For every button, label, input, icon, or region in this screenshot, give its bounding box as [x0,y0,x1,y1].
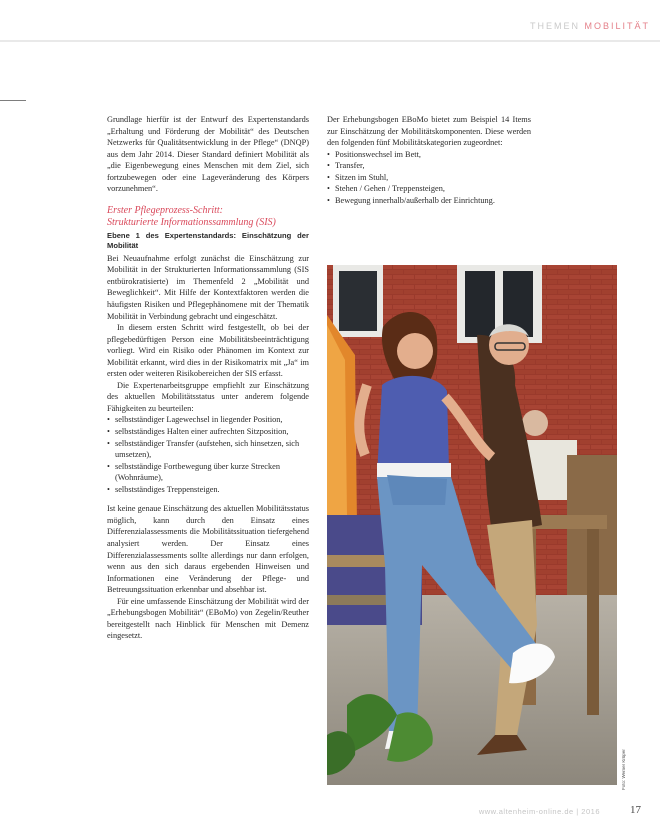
paragraph: Bei Neuaufnahme erfolgt zunächst die Einschätzung zur Mobilität in der Strukturierten Informationssammlung (SIS entbürokratisierte) im Themenfeld 2 „Mobilität und Beweglichkeit“. Mit Hilfe der Kontextfaktoren werden die häufigsten Risiken und Pflegephänomene mit der Thematik Mobilität in Verbindung gebracht und eingeschätzt. [107,253,309,321]
paragraph: Für eine umfassende Einschätzung der Mobilität wird der „Erhebungsbogen Mobilität“ (EBoMo) von Zegelin/Reuther bereitgestellt nach Hinblick für Menschen mit Demenz eingesetzt. [107,596,309,641]
sub-subheading: Ebene 1 des Expertenstandards: Einschätzung der Mobilität [107,230,309,250]
list-item: • Positionswechsel im Bett, [327,149,531,161]
footer-url: www.altenheim-online.de | 2016 [478,807,600,816]
section-title-accent: MOBILITÄT [584,21,650,31]
paragraph: In diesem ersten Schritt wird festgestellt, ob bei der pflegebedürftigen Person eine Mobilitätsbeeinträchtigung vorliegt. Wird ein Risiko oder Phänomen im Kontext zur Mobilität erkannt, wird dies in der Risikomatrix mit „Ja“ im ersten oder weiteren Risikobereichen der SIS erfasst. [107,323,309,379]
list-item: • Sitzen im Stuhl, [327,172,531,184]
category-list [327,149,531,207]
photo [327,265,617,785]
paragraph: Ist keine genaue Einschätzung des aktuellen Mobilitätsstatus möglich, kann durch den Einsatz eines Differenzialassessments die Mobilitätssituation tiefergehend analysiert werden. Der Einsatz eines Differenzialassessments sollte allerdings nur dann erfolgen, wenn aus den sich daraus ergebenden Hinweisen und Informationen eine Veränderung der Pflege- und Betreuungssituation erkennbar und absehbar ist. [107,504,309,595]
text-column-left [107,114,309,642]
margin-rule [0,100,26,101]
list-item: • selbstständiges Halten einer aufrechten Sitzposition, [107,426,309,438]
list-item: • selbstständige Fortbewegung über kurze Strecken (Wohnräume), [107,461,309,484]
subheading-line1: Erster Pflegeprozess-Schritt: [107,204,224,216]
subheading-line2: Strukturierte Informationssammlung (SIS) [107,216,276,228]
paragraph: Die Expertenarbeitsgruppe empfiehlt zur Einschätzung des aktuellen Mobilitätsstatus unter anderem folgende Fähigkeiten zu beurteilen: [107,380,309,413]
header-rule [0,40,660,42]
list-item: • selbstständiges Treppensteigen. [107,484,309,496]
intro-paragraph: Der Erhebungsbogen EBoMo bietet zum Beispiel 14 Items zur Einschätzung der Mobilitätskomponenten. Diese werden den folgenden fünf Mobilitätskategorien zugeordnet: [327,115,531,148]
photo-credit: Foto: Werner Krüper [621,749,626,790]
list-item: • Transfer, [327,160,531,172]
list-item: • Bewegung innerhalb/außerhalb der Einrichtung. [327,195,531,207]
photo-illustration [327,265,617,785]
list-item: • selbstständiger Transfer (aufstehen, sich hinsetzen, sich umsetzen), [107,438,309,461]
list-item: • selbstständiger Lagewechsel in liegender Position, [107,414,309,426]
ability-list [107,414,309,495]
intro-paragraph: Grundlage hierfür ist der Entwurf des Expertenstandards „Erhaltung und Förderung der Mobilität“ des Deutschen Netzwerks für Qualitätsentwicklung in der Pflege“ (DNQP) aus dem Jahr 2014. Dieser Standard definiert Mobilität als „die Eigenbewegung eines Menschen mit dem Ziel, sich fortzubewegen oder eine Lageveränderung des Körpers vorzunehmen“. [107,115,309,194]
page-number: 17 [630,804,641,816]
section-title-prefix: THEMEN [529,21,580,31]
subheading [107,205,309,229]
section-title [530,21,650,31]
list-item: • Stehen / Gehen / Treppensteigen, [327,183,531,195]
text-column-right [327,114,531,206]
